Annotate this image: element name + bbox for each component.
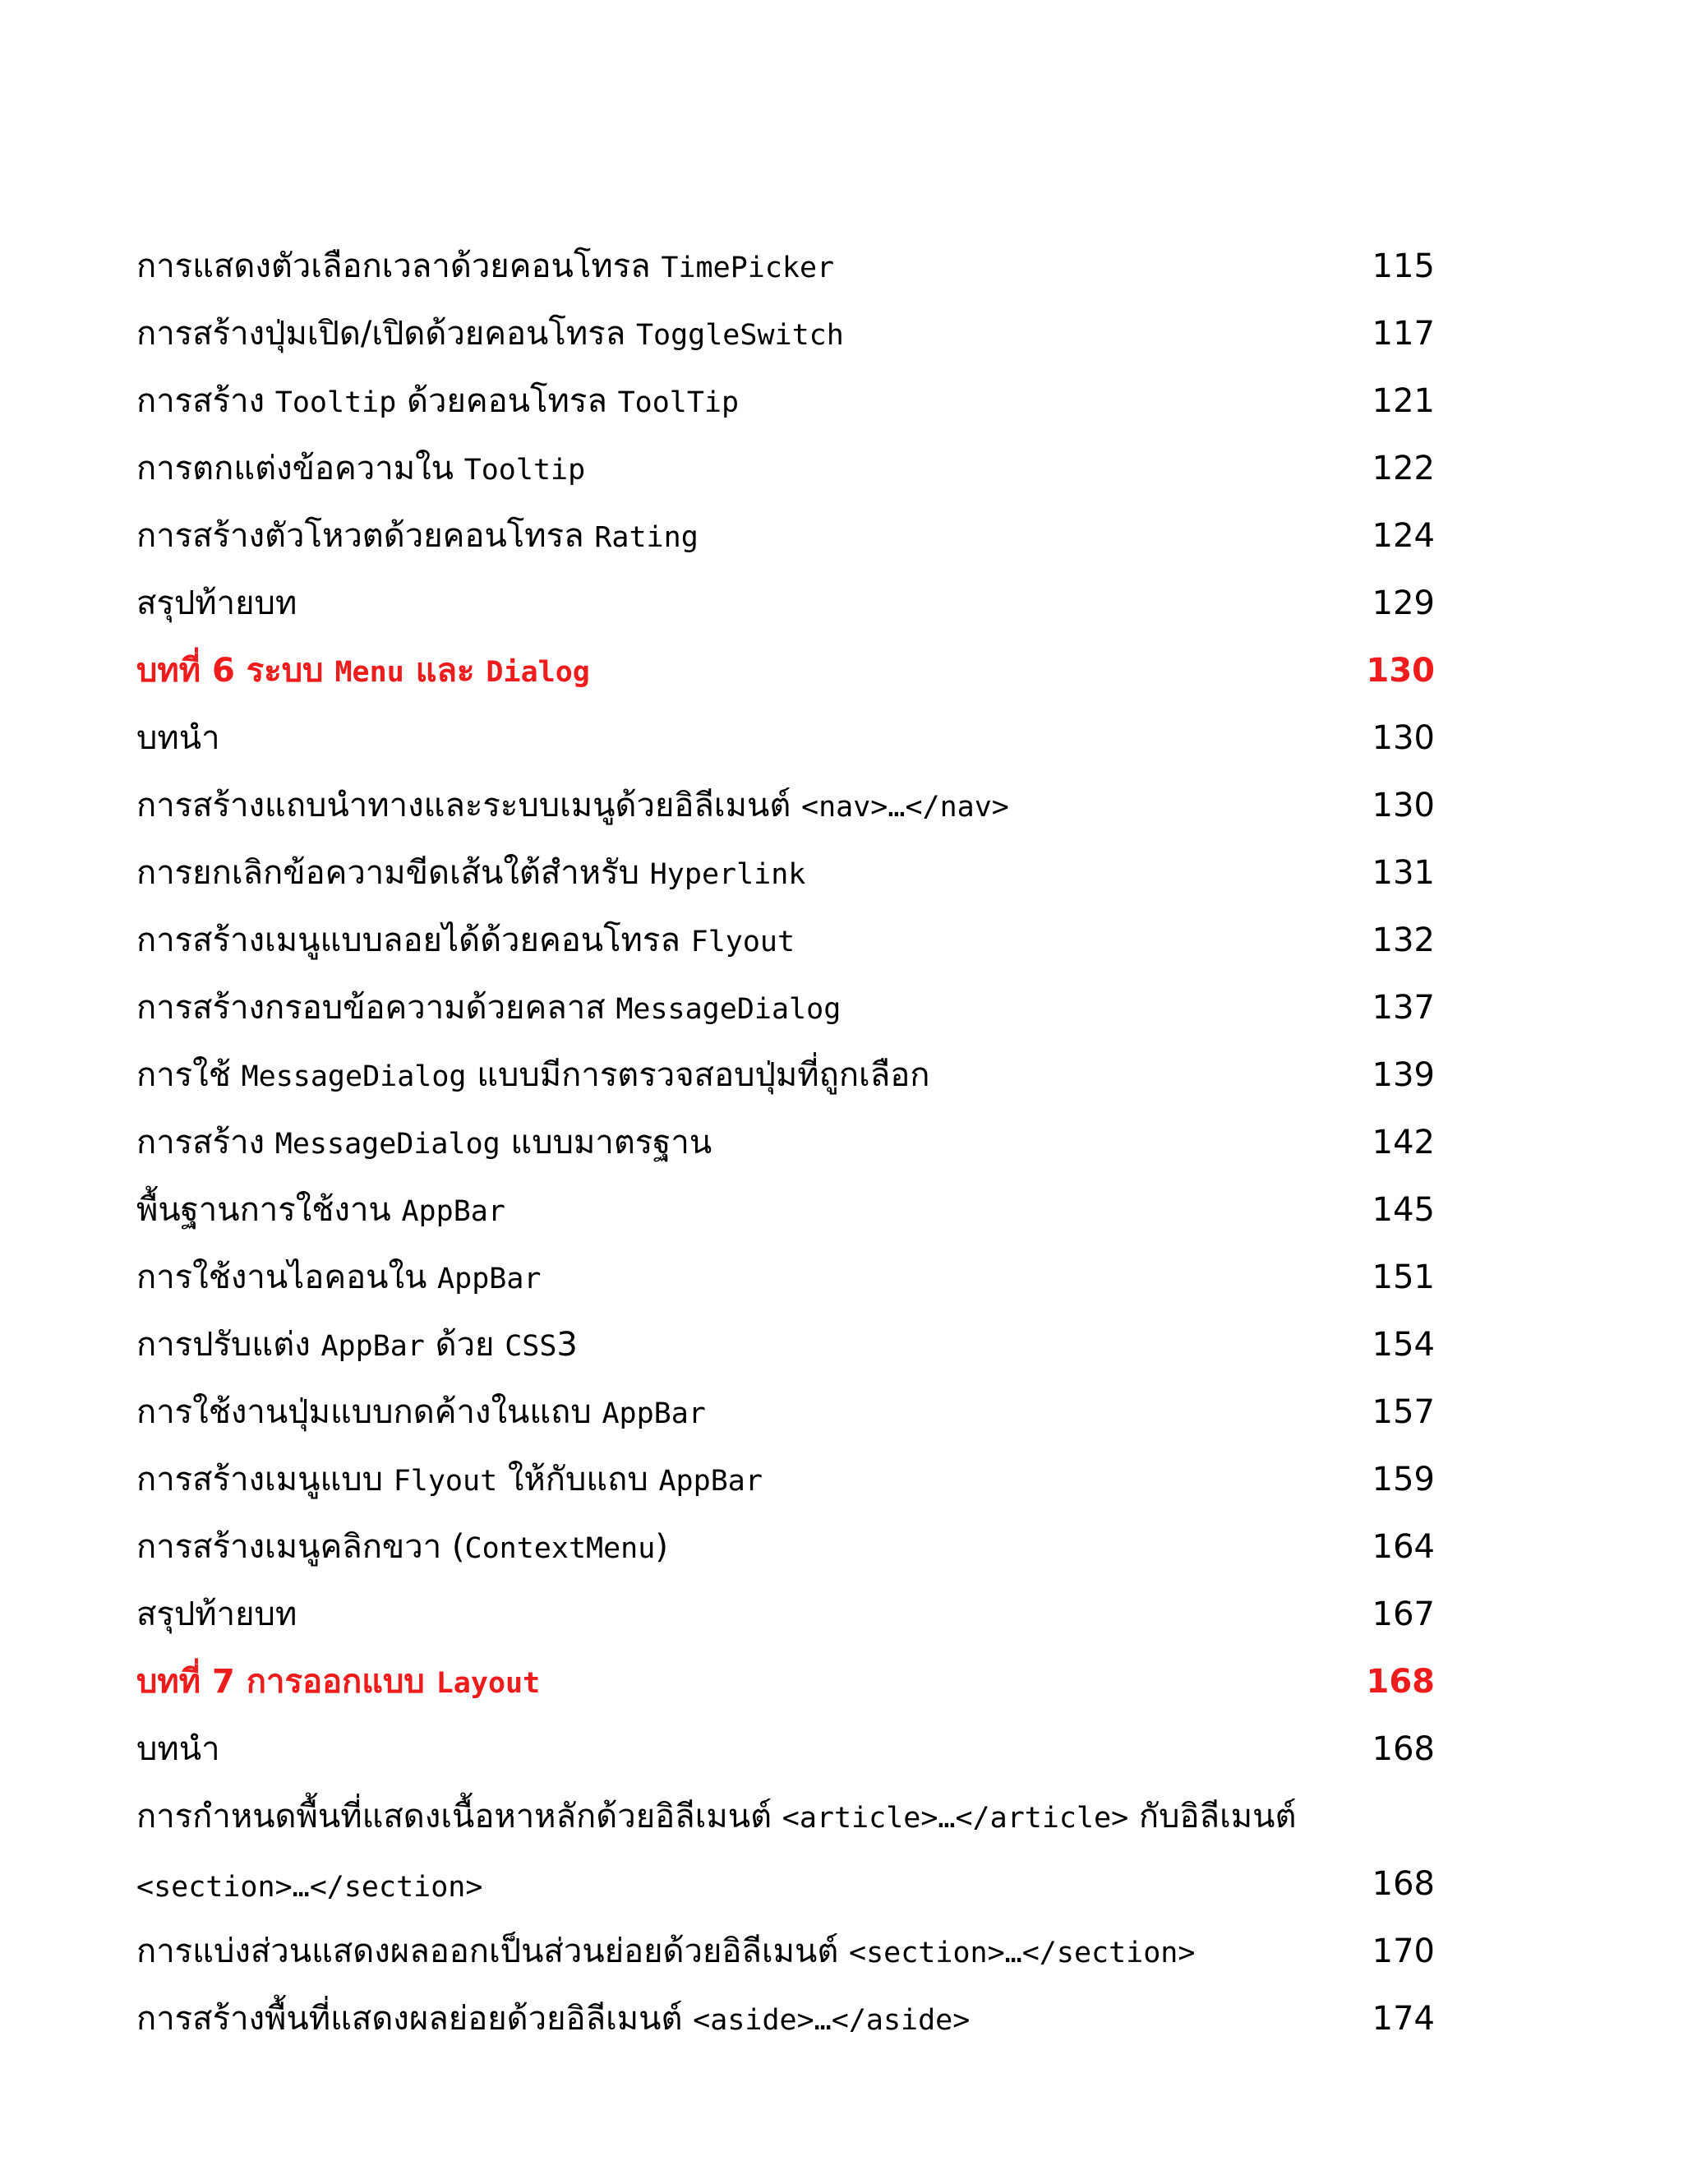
toc-entry-title [136,233,834,302]
toc-entry [136,1918,1435,1985]
toc-page-number: 168 [1366,1663,1435,1701]
toc-entry [136,1109,1435,1176]
toc-entry [136,1985,1435,2052]
toc-title-text: 3 [556,1326,578,1364]
toc-entry [136,570,1435,637]
toc-entry-title [136,1985,970,2054]
toc-entry-title [136,1041,929,1110]
toc-title-text: การสร้างเมนูแบบ [136,1461,394,1498]
toc-code-term: Tooltip [274,386,397,419]
toc-code-term: AppBar [401,1195,505,1228]
toc-title-text: กับอิลีเมนต์ [1128,1798,1297,1835]
toc-page-number: 121 [1372,382,1435,420]
toc-page-number: 145 [1372,1191,1435,1229]
toc-code-term: <aside>…</aside> [693,2004,971,2037]
toc-entry-title [136,1783,1353,1921]
toc-entry [136,502,1435,570]
toc-entry [136,233,1435,300]
toc-code-term: Rating [594,521,699,554]
toc-code-term: <section>…</section> [136,1871,483,1904]
toc-page-number: 124 [1372,517,1435,555]
toc-entry-title [136,637,590,706]
toc-entry-title [136,974,841,1043]
toc-code-term: ContextMenu [464,1532,656,1565]
toc-entry [136,367,1435,435]
toc-code-term: Tooltip [463,454,586,487]
toc-code-term: AppBar [320,1330,425,1363]
toc-entry-title [136,704,220,772]
toc-title-text: การใช้งานไอคอนใน [136,1258,438,1296]
toc-entry-title [136,435,585,504]
toc-entry [136,1513,1435,1581]
toc-entry [136,704,1435,772]
toc-entry-title [136,1513,668,1582]
toc-code-term: MessageDialog [241,1060,467,1093]
toc-title-text: การแสดงตัวเลือกเวลาด้วยคอนโทรล [136,247,662,285]
toc-title-text: การสร้างปุ่มเปิด/เปิดด้วยคอนโทรล [136,315,636,353]
toc-title-text: การใช้ [136,1056,242,1094]
toc-title-text: การสร้างพื้นที่แสดงผลย่อยด้วยอิลีเมนต์ [136,2000,694,2038]
toc-entry [136,1041,1435,1109]
toc-entry [136,435,1435,502]
toc-page-number: 130 [1372,787,1435,824]
toc-entry [136,1311,1435,1378]
toc-page-number: 154 [1372,1326,1435,1364]
toc-title-text: การสร้างกรอบข้อความด้วยคลาส [136,989,616,1027]
toc-entry-title [136,367,739,436]
toc-code-term: Hyperlink [649,858,806,891]
toc-entry [136,300,1435,367]
toc-code-term: MessageDialog [274,1128,500,1161]
toc-code-term: Flyout [393,1465,498,1498]
toc-title-text: การยกเลิกข้อความขีดเส้นใต้สำหรับ [136,854,650,892]
toc-code-term: ToolTip [617,386,740,419]
toc-page-number: 159 [1372,1461,1435,1498]
toc-page-number: 167 [1372,1595,1435,1633]
toc-code-term: <article>…</article> [782,1802,1129,1835]
toc-entry [136,974,1435,1041]
toc-title-text: สรุปท้ายบท [136,584,297,622]
toc-title-text: พื้นฐานการใช้งาน [136,1191,402,1229]
toc-entry-title [136,839,805,908]
toc-code-term: CSS [505,1330,557,1363]
toc-title-text: การสร้างเมนูคลิกขวา ( [136,1528,465,1566]
toc-entry [136,1446,1435,1513]
toc-entry [136,772,1435,839]
toc-entry [136,1715,1435,1783]
toc-title-text: การสร้าง [136,382,275,420]
toc-title-text: การสร้างตัวโหวตด้วยคอนโทรล [136,517,595,555]
table-of-contents [136,233,1435,2052]
toc-title-text: และ [403,652,486,690]
toc-page-number: 151 [1372,1258,1435,1296]
toc-entry-title [136,772,1009,841]
toc-entry-title [136,1446,763,1515]
toc-title-text: ด้วยคอนโทรล [396,382,618,420]
toc-code-term: AppBar [658,1465,763,1498]
toc-page-number: 129 [1372,584,1435,622]
toc-page-number: 117 [1372,315,1435,353]
toc-page-number: 130 [1366,652,1435,690]
toc-title-text: ด้วย [424,1326,505,1364]
toc-title-text: ให้กับแถบ [497,1461,659,1498]
toc-page-number: 122 [1372,450,1435,487]
toc-code-term: Layout [436,1667,541,1700]
toc-page-number: 168 [1372,1730,1435,1768]
toc-title-text: บทที่ 7 การออกแบบ [136,1663,436,1701]
toc-entry-title [136,1581,297,1648]
toc-page-number: 137 [1372,989,1435,1027]
toc-code-term: TimePicker [661,252,835,284]
toc-page-number: 164 [1372,1528,1435,1566]
toc-page-number: 142 [1372,1124,1435,1161]
toc-page-number: 139 [1372,1056,1435,1094]
toc-code-term: Dialog [486,656,590,689]
toc-entry [136,1176,1435,1244]
toc-code-term: ToggleSwitch [635,319,844,352]
toc-page-number: 130 [1372,719,1435,757]
toc-chapter-heading [136,1648,1435,1715]
toc-code-term: AppBar [437,1263,542,1295]
toc-entry [136,839,1435,907]
toc-code-term: Flyout [690,926,795,958]
toc-code-term: <nav>…</nav> [801,791,1009,824]
toc-title-text: การปรับแต่ง [136,1326,321,1364]
toc-entry-title [136,1918,1195,1987]
toc-title-text: การสร้างแถบนำทางและระบบเมนูด้วยอิลีเมนต์ [136,787,802,824]
toc-entry-title [136,1109,712,1178]
toc-title-text: การใช้งานปุ่มแบบกดค้างในแถบ [136,1393,602,1431]
toc-page-number: 157 [1372,1393,1435,1431]
toc-entry [136,1783,1435,1918]
toc-title-text: บทนำ [136,1730,220,1768]
toc-page-number: 131 [1372,854,1435,892]
toc-entry-title [136,570,297,637]
toc-title-text: สรุปท้ายบท [136,1595,297,1633]
toc-code-term: Menu [334,656,404,689]
toc-code-term: <section>…</section> [849,1937,1196,1969]
toc-entry [136,1581,1435,1648]
toc-entry-title [136,1378,706,1448]
toc-entry-title [136,1311,578,1380]
toc-chapter-heading [136,637,1435,704]
toc-entry-title [136,907,795,976]
toc-entry-title [136,502,699,571]
toc-entry-title [136,1244,541,1313]
toc-page-number: 174 [1372,2000,1435,2038]
toc-entry [136,907,1435,974]
toc-code-term: AppBar [602,1397,706,1430]
toc-page-number: 115 [1372,247,1435,285]
toc-entry-title [136,300,844,369]
toc-entry-title [136,1648,540,1717]
toc-title-text: การสร้าง [136,1124,275,1161]
toc-entry [136,1244,1435,1311]
toc-entry [136,1378,1435,1446]
toc-title-text: แบบมีการตรวจสอบปุ่มที่ถูกเลือก [466,1056,930,1094]
toc-title-text: การแบ่งส่วนแสดงผลออกเป็นส่วนย่อยด้วยอิลีเมนต์ [136,1932,850,1970]
toc-page-number: 170 [1372,1932,1435,1970]
toc-entry-title [136,1715,220,1783]
toc-title-text: แบบมาตรฐาน [500,1124,712,1161]
toc-entry-title [136,1176,505,1245]
toc-title-text: การสร้างเมนูแบบลอยได้ด้วยคอนโทรล [136,921,691,959]
toc-title-text: ) [655,1528,668,1566]
toc-title-text: บทนำ [136,719,220,757]
toc-page-number: 168 [1372,1865,1435,1903]
toc-title-text: บทที่ 6 ระบบ [136,652,335,690]
toc-title-text: การกำหนดพื้นที่แสดงเนื้อหาหลักด้วยอิลีเมนต์ [136,1798,782,1835]
toc-code-term: MessageDialog [616,993,842,1026]
toc-title-text: การตกแต่งข้อความใน [136,450,464,487]
toc-page-number: 132 [1372,921,1435,959]
